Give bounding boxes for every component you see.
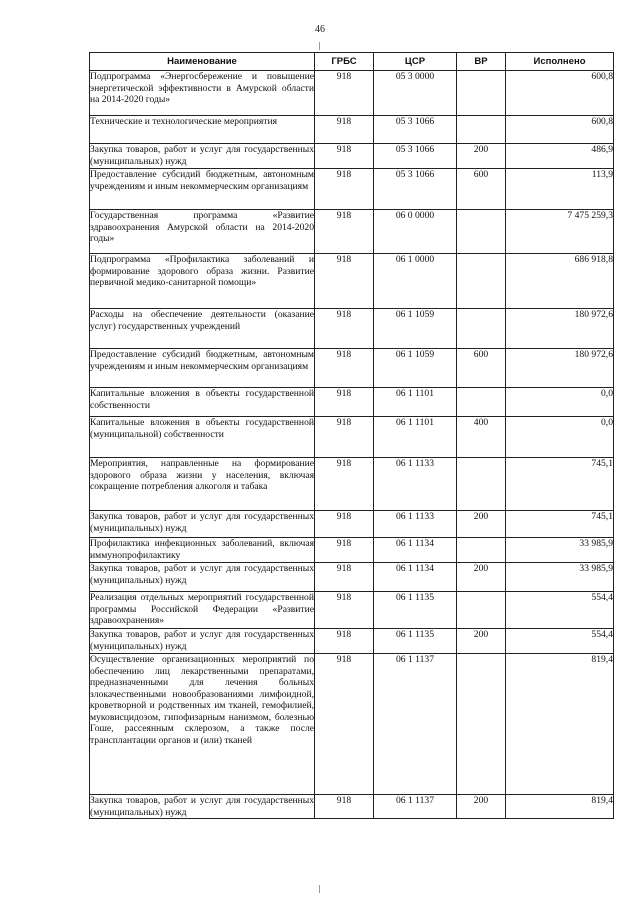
row-grbs: 918 bbox=[315, 309, 374, 349]
row-grbs: 918 bbox=[315, 254, 374, 309]
row-csr: 05 3 1066 bbox=[374, 144, 457, 169]
table-row bbox=[90, 795, 614, 819]
row-csr: 06 1 1137 bbox=[374, 795, 457, 819]
row-vr: 200 bbox=[457, 629, 506, 654]
row-name: Мероприятия, направленные на формирование здорового образа жизни у населения, включая сокращение потребления алкоголя и табака bbox=[90, 458, 315, 511]
row-grbs: 918 bbox=[315, 511, 374, 538]
table-row bbox=[90, 592, 614, 629]
row-csr: 05 3 0000 bbox=[374, 71, 457, 116]
row-vr bbox=[457, 116, 506, 144]
row-amount: 554,4 bbox=[506, 592, 614, 629]
row-vr bbox=[457, 592, 506, 629]
table-row bbox=[90, 309, 614, 349]
row-vr bbox=[457, 309, 506, 349]
row-vr: 600 bbox=[457, 169, 506, 210]
row-vr bbox=[457, 458, 506, 511]
table-row bbox=[90, 71, 614, 116]
row-name: Капитальные вложения в объекты государственной (муниципальной) собственности bbox=[90, 417, 315, 458]
table-row bbox=[90, 417, 614, 458]
row-grbs: 918 bbox=[315, 654, 374, 795]
row-amount: 113,9 bbox=[506, 169, 614, 210]
row-grbs: 918 bbox=[315, 417, 374, 458]
row-csr: 06 1 1059 bbox=[374, 349, 457, 388]
table-row bbox=[90, 388, 614, 417]
row-name: Закупка товаров, работ и услуг для государственных (муниципальных) нужд bbox=[90, 144, 314, 167]
row-name: Осуществление организационных мероприятий по обеспечению лиц лекарственными препаратами, предназначенными для лечения больных злокачественными новообразованиями лимфоидной, кроветворной и родственных им тканей, гемофилией, муковисцидозом, гипофизарным нанизмом, болезнью Гоше, рассеянным склерозом, а также после трансплантации органов и (или) тканей bbox=[90, 654, 315, 795]
row-grbs: 918 bbox=[315, 144, 374, 169]
row-amount: 0,0 bbox=[506, 388, 614, 417]
row-amount: 33 985,9 bbox=[506, 563, 614, 592]
row-amount: 600,8 bbox=[506, 71, 614, 116]
row-name: Капитальные вложения в объекты государственной собственности bbox=[90, 388, 315, 417]
row-vr bbox=[457, 210, 506, 254]
table-row bbox=[90, 349, 614, 388]
header-done: Исполнено bbox=[506, 53, 614, 71]
row-amount: 745,1 bbox=[506, 458, 614, 511]
row-amount: 33 985,9 bbox=[506, 538, 614, 563]
row-csr: 05 3 1066 bbox=[374, 169, 457, 210]
row-grbs: 918 bbox=[315, 71, 374, 116]
row-csr: 06 1 1135 bbox=[374, 592, 457, 629]
row-vr: 200 bbox=[457, 563, 506, 592]
row-amount: 819,4 bbox=[506, 795, 614, 819]
row-csr: 06 1 1101 bbox=[374, 388, 457, 417]
row-grbs: 918 bbox=[315, 349, 374, 388]
row-vr: 200 bbox=[457, 795, 506, 819]
row-amount: 486,9 bbox=[506, 144, 614, 169]
row-csr: 06 1 1133 bbox=[374, 511, 457, 538]
row-vr bbox=[457, 654, 506, 795]
row-vr bbox=[457, 388, 506, 417]
header-name: Наименование bbox=[90, 53, 315, 71]
row-name: Закупка товаров, работ и услуг для государственных (муниципальных) нужд bbox=[90, 795, 314, 818]
table-body bbox=[90, 71, 614, 819]
row-amount: 745,1 bbox=[506, 511, 614, 538]
row-name: Закупка товаров, работ и услуг для государственных (муниципальных) нужд bbox=[90, 511, 315, 538]
table-row bbox=[90, 563, 614, 592]
row-name: Закупка товаров, работ и услуг для государственных (муниципальных) нужд bbox=[90, 629, 314, 652]
table-row bbox=[90, 654, 614, 795]
row-grbs: 918 bbox=[315, 116, 374, 144]
row-csr: 06 1 1059 bbox=[374, 309, 457, 349]
row-amount: 686 918,8 bbox=[506, 254, 614, 309]
row-csr: 06 1 1133 bbox=[374, 458, 457, 511]
row-vr: 200 bbox=[457, 511, 506, 538]
row-vr: 200 bbox=[457, 144, 506, 169]
row-csr: 06 1 1135 bbox=[374, 629, 457, 654]
row-vr bbox=[457, 254, 506, 309]
page-number: 46 bbox=[315, 24, 325, 35]
row-csr: 06 1 1134 bbox=[374, 538, 457, 563]
table-header-row bbox=[90, 53, 614, 71]
row-grbs: 918 bbox=[315, 388, 374, 417]
binding-mark-top bbox=[319, 42, 320, 50]
row-csr: 06 0 0000 bbox=[374, 210, 457, 254]
table-row bbox=[90, 629, 614, 654]
row-name: Технические и технологические мероприятия bbox=[90, 116, 315, 144]
binding-mark-bottom bbox=[319, 885, 320, 893]
table-row bbox=[90, 511, 614, 538]
row-csr: 06 1 1134 bbox=[374, 563, 457, 592]
row-vr bbox=[457, 538, 506, 563]
row-vr: 600 bbox=[457, 349, 506, 388]
table-row bbox=[90, 116, 614, 144]
row-csr: 06 1 1101 bbox=[374, 417, 457, 458]
header-grbs: ГРБС bbox=[315, 53, 374, 71]
header-csr: ЦСР bbox=[374, 53, 457, 71]
header-vr: ВР bbox=[457, 53, 506, 71]
row-csr: 05 3 1066 bbox=[374, 116, 457, 144]
row-csr: 06 1 0000 bbox=[374, 254, 457, 309]
row-amount: 0,0 bbox=[506, 417, 614, 458]
row-name: Предоставление субсидий бюджетным, автономным учреждениям и иным некоммерческим организациям bbox=[90, 169, 315, 210]
row-grbs: 918 bbox=[315, 169, 374, 210]
row-grbs: 918 bbox=[315, 592, 374, 629]
row-grbs: 918 bbox=[315, 210, 374, 254]
row-name: Предоставление субсидий бюджетным, автономным учреждениям и иным некоммерческим организациям bbox=[90, 349, 315, 388]
row-amount: 180 972,6 bbox=[506, 349, 614, 388]
table-row bbox=[90, 254, 614, 309]
row-name: Реализация отдельных мероприятий государственной программы Российской Федерации «Развитие здравоохранения» bbox=[90, 592, 315, 629]
row-grbs: 918 bbox=[315, 563, 374, 592]
row-grbs: 918 bbox=[315, 795, 374, 819]
row-amount: 600,8 bbox=[506, 116, 614, 144]
table-row bbox=[90, 169, 614, 210]
budget-table bbox=[89, 52, 614, 819]
row-grbs: 918 bbox=[315, 458, 374, 511]
row-amount: 180 972,6 bbox=[506, 309, 614, 349]
row-amount: 819,4 bbox=[506, 654, 614, 795]
row-name: Закупка товаров, работ и услуг для государственных (муниципальных) нужд bbox=[90, 563, 315, 592]
table-row bbox=[90, 210, 614, 254]
row-grbs: 918 bbox=[315, 538, 374, 563]
row-name: Расходы на обеспечение деятельности (оказание услуг) государственных учреждений bbox=[90, 309, 315, 349]
row-vr bbox=[457, 71, 506, 116]
table-row bbox=[90, 538, 614, 563]
row-vr: 400 bbox=[457, 417, 506, 458]
row-name: Подпрограмма «Профилактика заболеваний и формирование здорового образа жизни. Развитие первичной медико-санитарной помощи» bbox=[90, 254, 315, 309]
row-name: Государственная программа «Развитие здравоохранения Амурской области на 2014-2020 годы» bbox=[90, 210, 315, 254]
row-name: Подпрограмма «Энергосбережение и повышение энергетической эффективности в Амурской области на 2014-2020 годы» bbox=[90, 71, 315, 116]
row-name: Профилактика инфекционных заболеваний, включая иммунопрофилактику bbox=[90, 538, 314, 561]
row-csr: 06 1 1137 bbox=[374, 654, 457, 795]
row-amount: 554,4 bbox=[506, 629, 614, 654]
table-row bbox=[90, 144, 614, 169]
row-amount: 7 475 259,3 bbox=[506, 210, 614, 254]
table-row bbox=[90, 458, 614, 511]
row-grbs: 918 bbox=[315, 629, 374, 654]
